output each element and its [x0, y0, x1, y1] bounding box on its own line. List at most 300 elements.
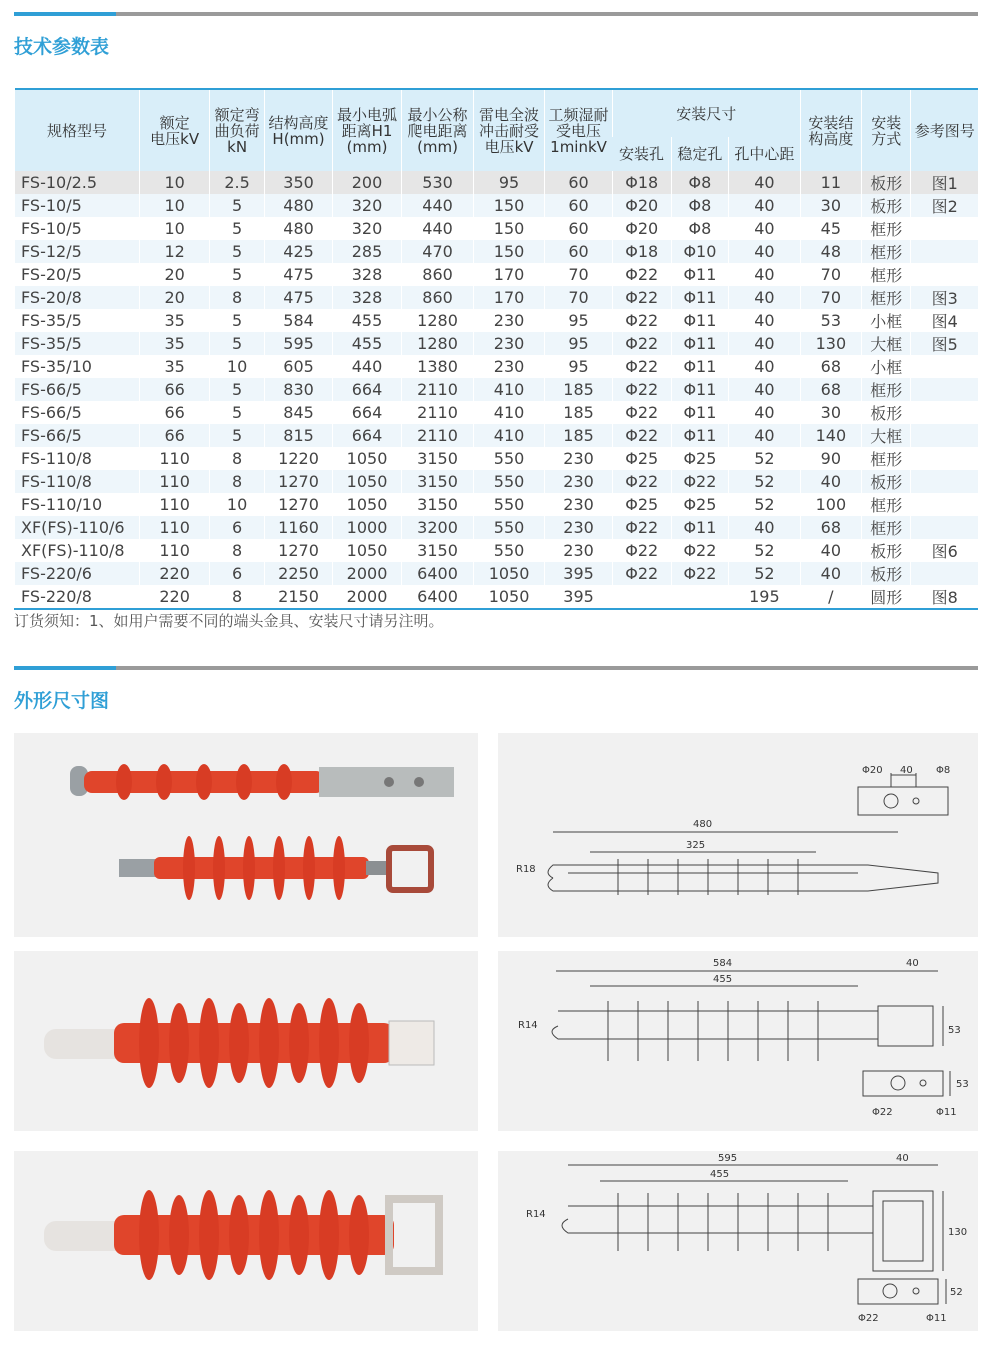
col-voltage: 额定 电压kV	[140, 89, 210, 171]
cell-impulse: 410	[473, 424, 545, 447]
cell-method: 大框	[862, 424, 911, 447]
cell-ref	[911, 516, 978, 539]
cell-method: 圆形	[862, 585, 911, 609]
cell-center: 40	[729, 240, 801, 263]
cell-model: FS-110/8	[15, 447, 140, 470]
cell-hole: Φ22	[612, 355, 671, 378]
cell-creep: 3150	[402, 493, 474, 516]
cell-load: 5	[209, 378, 264, 401]
cell-model: FS-220/8	[15, 585, 140, 609]
cell-voltage: 12	[140, 240, 210, 263]
svg-text:Φ22: Φ22	[872, 1107, 893, 1118]
cell-creep: 2110	[402, 401, 474, 424]
cell-height: 480	[265, 217, 332, 240]
cell-center: 40	[729, 378, 801, 401]
cell-stab: Φ8	[671, 171, 728, 194]
table-row	[15, 539, 979, 562]
cell-wet: 60	[545, 217, 612, 240]
cell-voltage: 35	[140, 309, 210, 332]
cell-load: 10	[209, 493, 264, 516]
cell-arc: 455	[332, 309, 402, 332]
cell-stab: Φ11	[671, 286, 728, 309]
cell-creep: 860	[402, 286, 474, 309]
col-load: 额定弯 曲负荷 kN	[209, 89, 264, 171]
cell-creep: 860	[402, 263, 474, 286]
cell-arc: 1050	[332, 470, 402, 493]
cell-model: XF(FS)-110/6	[15, 516, 140, 539]
cell-hole: Φ25	[612, 493, 671, 516]
table-row	[15, 516, 979, 539]
table-row	[15, 194, 979, 217]
cell-creep: 3150	[402, 539, 474, 562]
cell-load: 8	[209, 585, 264, 609]
spec-table	[14, 88, 978, 610]
cell-voltage: 35	[140, 355, 210, 378]
cell-struct: 40	[800, 470, 861, 493]
cell-impulse: 550	[473, 516, 545, 539]
svg-text:584: 584	[713, 958, 733, 969]
cell-voltage: 220	[140, 562, 210, 585]
cell-height: 475	[265, 286, 332, 309]
cell-struct: 40	[800, 539, 861, 562]
cell-voltage: 20	[140, 286, 210, 309]
cell-ref: 图8	[911, 585, 978, 609]
cell-hole: Φ18	[612, 240, 671, 263]
cell-model: FS-10/5	[15, 217, 140, 240]
cell-hole: Φ22	[612, 539, 671, 562]
cell-model: FS-20/8	[15, 286, 140, 309]
cell-creep: 6400	[402, 585, 474, 609]
cell-arc: 1050	[332, 539, 402, 562]
cell-struct: 68	[800, 378, 861, 401]
table-row	[15, 562, 979, 585]
cell-creep: 530	[402, 171, 474, 194]
cell-impulse: 95	[473, 171, 545, 194]
cell-method: 框形	[862, 240, 911, 263]
cell-load: 6	[209, 562, 264, 585]
cell-center: 52	[729, 447, 801, 470]
cell-arc: 664	[332, 401, 402, 424]
cell-model: FS-10/2.5	[15, 171, 140, 194]
cell-load: 8	[209, 539, 264, 562]
cell-stab: Φ25	[671, 493, 728, 516]
cell-ref: 图4	[911, 309, 978, 332]
cell-creep: 440	[402, 217, 474, 240]
cell-impulse: 1050	[473, 562, 545, 585]
svg-text:40: 40	[896, 1153, 909, 1164]
cell-center: 52	[729, 470, 801, 493]
cell-center: 40	[729, 401, 801, 424]
cell-struct: 68	[800, 516, 861, 539]
cell-hole	[612, 585, 671, 609]
cell-model: FS-66/5	[15, 424, 140, 447]
cell-impulse: 170	[473, 286, 545, 309]
cell-load: 5	[209, 424, 264, 447]
table-row	[15, 447, 979, 470]
cell-height: 815	[265, 424, 332, 447]
cell-wet: 95	[545, 309, 612, 332]
drawing-figure-5	[498, 1151, 978, 1331]
cell-struct: 100	[800, 493, 861, 516]
cell-struct: 40	[800, 562, 861, 585]
col-hole: 安装孔	[612, 137, 671, 171]
cell-impulse: 150	[473, 194, 545, 217]
cell-height: 845	[265, 401, 332, 424]
cell-model: FS-66/5	[15, 401, 140, 424]
cell-voltage: 220	[140, 585, 210, 609]
cell-arc: 328	[332, 263, 402, 286]
cell-height: 595	[265, 332, 332, 355]
col-struct: 安装结 构高度	[800, 89, 861, 171]
cell-wet: 185	[545, 378, 612, 401]
cell-load: 5	[209, 217, 264, 240]
cell-hole: Φ22	[612, 516, 671, 539]
cell-voltage: 110	[140, 539, 210, 562]
cell-creep: 3150	[402, 447, 474, 470]
cell-center: 40	[729, 355, 801, 378]
cell-load: 5	[209, 309, 264, 332]
cell-center: 40	[729, 424, 801, 447]
cell-hole: Φ20	[612, 194, 671, 217]
col-center: 孔中心距	[729, 137, 801, 171]
cell-wet: 70	[545, 286, 612, 309]
cell-struct: 30	[800, 194, 861, 217]
cell-stab: Φ8	[671, 194, 728, 217]
col-creep: 最小公称 爬电距离 (mm)	[402, 89, 474, 171]
cell-stab: Φ22	[671, 470, 728, 493]
cell-impulse: 1050	[473, 585, 545, 609]
cell-center: 40	[729, 286, 801, 309]
svg-text:455: 455	[710, 1169, 730, 1180]
cell-arc: 440	[332, 355, 402, 378]
cell-struct: 45	[800, 217, 861, 240]
cell-stab: Φ11	[671, 378, 728, 401]
cell-method: 板形	[862, 171, 911, 194]
cell-load: 8	[209, 447, 264, 470]
cell-arc: 2000	[332, 562, 402, 585]
cell-hole: Φ25	[612, 447, 671, 470]
cell-center: 195	[729, 585, 801, 609]
cell-height: 1160	[265, 516, 332, 539]
svg-text:Φ11: Φ11	[926, 1313, 947, 1324]
cell-creep: 1380	[402, 355, 474, 378]
cell-model: FS-12/5	[15, 240, 140, 263]
cell-ref	[911, 424, 978, 447]
cell-ref	[911, 263, 978, 286]
cell-arc: 1050	[332, 447, 402, 470]
cell-model: FS-110/10	[15, 493, 140, 516]
cell-wet: 185	[545, 424, 612, 447]
cell-arc: 455	[332, 332, 402, 355]
col-stab: 稳定孔	[671, 137, 728, 171]
cell-arc: 200	[332, 171, 402, 194]
cell-stab: Φ22	[671, 562, 728, 585]
cell-center: 40	[729, 171, 801, 194]
cell-struct: 30	[800, 401, 861, 424]
cell-hole: Φ22	[612, 309, 671, 332]
cell-voltage: 20	[140, 263, 210, 286]
col-impulse: 雷电全波 冲击耐受 电压kV	[473, 89, 545, 171]
cell-voltage: 10	[140, 194, 210, 217]
cell-impulse: 150	[473, 240, 545, 263]
cell-creep: 2110	[402, 378, 474, 401]
cell-ref: 图2	[911, 194, 978, 217]
table-row	[15, 378, 979, 401]
cell-stab: Φ11	[671, 332, 728, 355]
svg-text:130: 130	[948, 1227, 968, 1238]
cell-struct: /	[800, 585, 861, 609]
cell-ref	[911, 493, 978, 516]
cell-creep: 470	[402, 240, 474, 263]
cell-arc: 1050	[332, 493, 402, 516]
table-row	[15, 470, 979, 493]
cell-height: 1220	[265, 447, 332, 470]
cell-height: 480	[265, 194, 332, 217]
cell-voltage: 66	[140, 424, 210, 447]
cell-stab: Φ11	[671, 355, 728, 378]
table-row	[15, 585, 979, 609]
cell-height: 2250	[265, 562, 332, 585]
cell-creep: 1280	[402, 309, 474, 332]
col-method: 安装 方式	[862, 89, 911, 171]
cell-method: 框形	[862, 217, 911, 240]
cell-voltage: 110	[140, 447, 210, 470]
table-row	[15, 355, 979, 378]
cell-center: 40	[729, 332, 801, 355]
cell-load: 5	[209, 401, 264, 424]
cell-center: 40	[729, 217, 801, 240]
cell-impulse: 550	[473, 493, 545, 516]
cell-method: 小框	[862, 355, 911, 378]
cell-struct: 48	[800, 240, 861, 263]
section-rule-2	[14, 666, 978, 670]
col-ref: 参考图号	[911, 89, 978, 171]
cell-height: 1270	[265, 493, 332, 516]
cell-stab: Φ11	[671, 401, 728, 424]
cell-center: 52	[729, 493, 801, 516]
svg-text:455: 455	[713, 974, 733, 985]
cell-hole: Φ22	[612, 562, 671, 585]
cell-center: 40	[729, 194, 801, 217]
cell-voltage: 10	[140, 171, 210, 194]
cell-stab: Φ11	[671, 516, 728, 539]
cell-model: FS-110/8	[15, 470, 140, 493]
cell-method: 框形	[862, 263, 911, 286]
cell-hole: Φ22	[612, 470, 671, 493]
cell-wet: 395	[545, 585, 612, 609]
svg-text:Φ11: Φ11	[936, 1107, 957, 1118]
svg-text:Φ8: Φ8	[936, 765, 951, 776]
table-row	[15, 424, 979, 447]
cell-wet: 60	[545, 240, 612, 263]
cell-height: 1270	[265, 539, 332, 562]
cell-arc: 664	[332, 424, 402, 447]
svg-text:R18: R18	[516, 864, 536, 875]
cell-ref	[911, 378, 978, 401]
cell-hole: Φ20	[612, 217, 671, 240]
col-model: 规格型号	[15, 89, 140, 171]
cell-wet: 395	[545, 562, 612, 585]
cell-ref: 图1	[911, 171, 978, 194]
cell-hole: Φ22	[612, 263, 671, 286]
cell-height: 584	[265, 309, 332, 332]
col-install: 安装尺寸	[612, 89, 800, 137]
cell-height: 475	[265, 263, 332, 286]
svg-text:595: 595	[718, 1153, 738, 1164]
table-row	[15, 309, 979, 332]
cell-hole: Φ22	[612, 424, 671, 447]
cell-voltage: 66	[140, 378, 210, 401]
cell-load: 5	[209, 263, 264, 286]
photo-insulator-1	[14, 733, 478, 937]
cell-method: 板形	[862, 194, 911, 217]
cell-model: FS-220/6	[15, 562, 140, 585]
cell-load: 6	[209, 516, 264, 539]
cell-impulse: 550	[473, 447, 545, 470]
cell-hole: Φ22	[612, 401, 671, 424]
cell-impulse: 230	[473, 309, 545, 332]
cell-struct: 130	[800, 332, 861, 355]
cell-arc: 320	[332, 217, 402, 240]
cell-method: 小框	[862, 309, 911, 332]
cell-ref: 图3	[911, 286, 978, 309]
cell-height: 425	[265, 240, 332, 263]
cell-center: 40	[729, 263, 801, 286]
cell-ref: 图5	[911, 332, 978, 355]
svg-text:Φ20: Φ20	[862, 765, 883, 776]
cell-impulse: 230	[473, 332, 545, 355]
cell-model: FS-20/5	[15, 263, 140, 286]
cell-ref	[911, 240, 978, 263]
table-row	[15, 240, 979, 263]
table-row	[15, 217, 979, 240]
cell-impulse: 150	[473, 217, 545, 240]
svg-text:R14: R14	[518, 1020, 538, 1031]
cell-struct: 70	[800, 286, 861, 309]
cell-stab: Φ11	[671, 309, 728, 332]
cell-method: 框形	[862, 286, 911, 309]
cell-wet: 95	[545, 355, 612, 378]
cell-method: 框形	[862, 516, 911, 539]
cell-ref: 图6	[911, 539, 978, 562]
cell-stab: Φ11	[671, 424, 728, 447]
section-rule-1	[14, 12, 978, 16]
svg-text:52: 52	[950, 1287, 963, 1298]
svg-text:40: 40	[900, 765, 913, 776]
cell-method: 板形	[862, 401, 911, 424]
cell-ref	[911, 562, 978, 585]
cell-method: 板形	[862, 562, 911, 585]
table-row	[15, 332, 979, 355]
cell-stab: Φ10	[671, 240, 728, 263]
cell-height: 1270	[265, 470, 332, 493]
section-title-spec: 技术参数表	[14, 36, 110, 58]
photo-insulator-3	[14, 1151, 478, 1331]
cell-arc: 1000	[332, 516, 402, 539]
cell-model: FS-10/5	[15, 194, 140, 217]
cell-model: FS-35/10	[15, 355, 140, 378]
cell-impulse: 550	[473, 539, 545, 562]
table-row	[15, 171, 979, 194]
cell-wet: 230	[545, 447, 612, 470]
cell-load: 8	[209, 286, 264, 309]
cell-center: 40	[729, 516, 801, 539]
cell-hole: Φ18	[612, 171, 671, 194]
cell-stab	[671, 585, 728, 609]
cell-impulse: 410	[473, 401, 545, 424]
cell-height: 830	[265, 378, 332, 401]
cell-arc: 285	[332, 240, 402, 263]
section-title-dims: 外形尺寸图	[14, 690, 110, 712]
cell-voltage: 10	[140, 217, 210, 240]
cell-method: 框形	[862, 378, 911, 401]
order-note: 订货须知：1、如用户需要不同的端头金具、安装尺寸请另注明。	[14, 612, 444, 630]
cell-voltage: 66	[140, 401, 210, 424]
cell-model: XF(FS)-110/8	[15, 539, 140, 562]
drawing-figure-4	[498, 951, 978, 1131]
cell-struct: 11	[800, 171, 861, 194]
cell-stab: Φ25	[671, 447, 728, 470]
cell-model: FS-35/5	[15, 309, 140, 332]
cell-creep: 3200	[402, 516, 474, 539]
cell-stab: Φ11	[671, 263, 728, 286]
cell-voltage: 110	[140, 470, 210, 493]
cell-method: 板形	[862, 539, 911, 562]
svg-text:53: 53	[948, 1025, 961, 1036]
cell-creep: 2110	[402, 424, 474, 447]
cell-wet: 60	[545, 194, 612, 217]
svg-text:325: 325	[686, 840, 706, 851]
cell-impulse: 410	[473, 378, 545, 401]
cell-load: 5	[209, 240, 264, 263]
cell-creep: 6400	[402, 562, 474, 585]
cell-arc: 320	[332, 194, 402, 217]
cell-height: 350	[265, 171, 332, 194]
cell-center: 52	[729, 539, 801, 562]
cell-method: 框形	[862, 447, 911, 470]
photo-insulator-2	[14, 951, 478, 1131]
svg-text:40: 40	[906, 958, 919, 969]
cell-ref	[911, 470, 978, 493]
cell-stab: Φ22	[671, 539, 728, 562]
col-wet: 工频湿耐 受电压 1minkV	[545, 89, 612, 171]
cell-load: 5	[209, 194, 264, 217]
cell-wet: 230	[545, 493, 612, 516]
cell-wet: 70	[545, 263, 612, 286]
cell-ref	[911, 401, 978, 424]
cell-struct: 70	[800, 263, 861, 286]
cell-creep: 1280	[402, 332, 474, 355]
cell-arc: 2000	[332, 585, 402, 609]
cell-wet: 230	[545, 516, 612, 539]
svg-text:R14: R14	[526, 1209, 546, 1220]
cell-height: 2150	[265, 585, 332, 609]
cell-model: FS-35/5	[15, 332, 140, 355]
cell-center: 40	[729, 309, 801, 332]
cell-method: 框形	[862, 493, 911, 516]
cell-load: 10	[209, 355, 264, 378]
cell-arc: 664	[332, 378, 402, 401]
col-arc: 最小电弧 距离H1 (mm)	[332, 89, 402, 171]
cell-load: 8	[209, 470, 264, 493]
table-row	[15, 401, 979, 424]
cell-hole: Φ22	[612, 332, 671, 355]
cell-load: 5	[209, 332, 264, 355]
cell-wet: 230	[545, 539, 612, 562]
cell-load: 2.5	[209, 171, 264, 194]
table-row	[15, 493, 979, 516]
svg-text:480: 480	[693, 819, 713, 830]
